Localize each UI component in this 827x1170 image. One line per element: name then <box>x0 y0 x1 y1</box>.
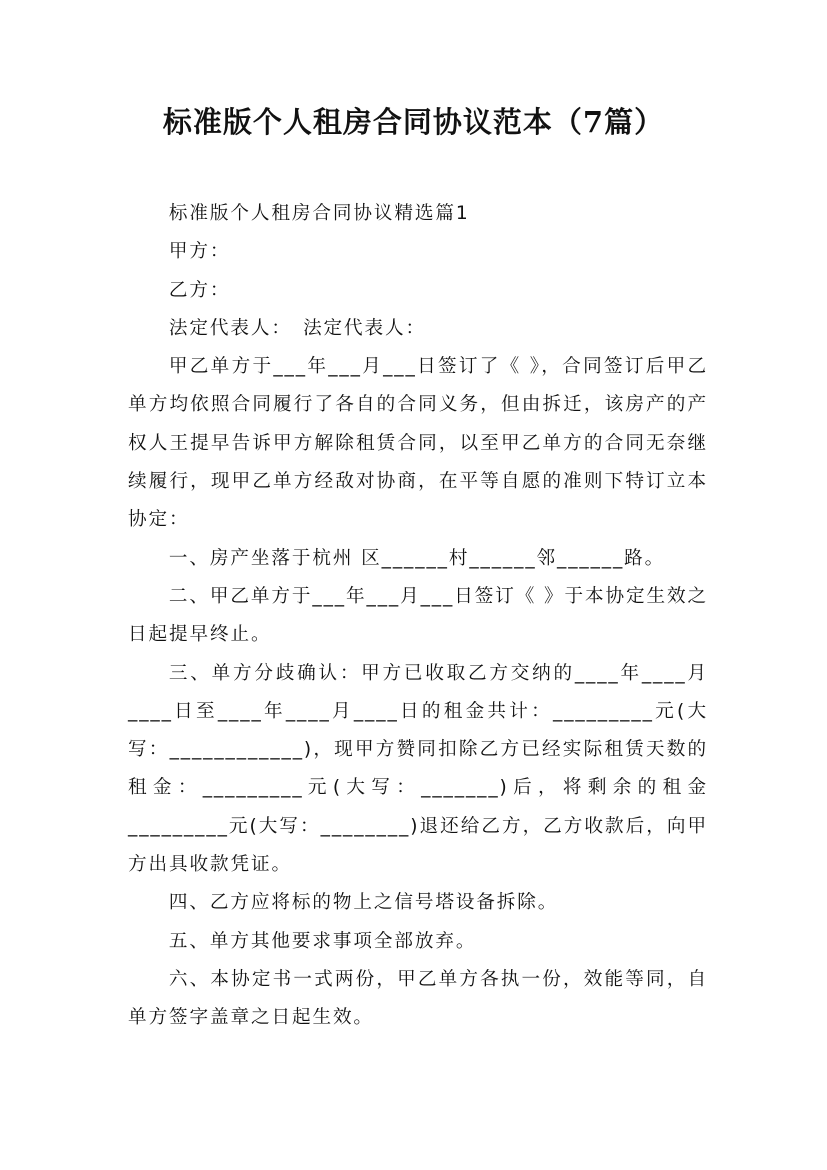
clause-2: 二、甲乙单方于___年___月___日签订《 》于本协定生效之日起提早终止。 <box>128 585 708 646</box>
clause-1: 一、房产坐落于杭州 区______村______邻______路。 <box>168 547 666 569</box>
clause-3: 三、单方分歧确认：甲方已收取乙方交纳的____年____月____日至____年____月____日的租金共计：_________元(大写：____________)，现甲方赞同扣除乙方已经实际租赁天数的租金：_________元(大写：_______)后，将剩余的租金_________元(大写：________)退还给乙方，乙方收款后，向甲方出具收款凭证。 <box>128 662 708 876</box>
preamble-paragraph: 甲乙单方于___年___月___日签订了《 》，合同签订后甲乙单方均依照合同履行了各自的合同义务，但由拆迁，该房产的产权人王提早告诉甲方解除租赁合同，以至甲乙单方的合同无奈继续履行，现甲乙单方经敌对协商，在平等自愿的准则下特订立本协定： <box>128 356 708 531</box>
clause-6: 六、本协定书一式两份，甲乙单方各执一份，效能等同，自单方签字盖章之日起生效。 <box>128 968 708 1029</box>
party-a-line: 甲方： <box>168 241 231 263</box>
section-heading: 标准版个人租房合同协议精选篇1 <box>168 203 470 224</box>
clause-4: 四、乙方应将标的物上之信号塔设备拆除。 <box>168 892 559 914</box>
document-title: 标准版个人租房合同协议范本（7篇） <box>162 105 665 139</box>
legal-representative-line: 法定代表人： 法定代表人： <box>168 317 427 339</box>
document-body <box>128 195 708 1038</box>
clause-5: 五、单方其他要求事项全部放弃。 <box>168 930 477 952</box>
party-b-line: 乙方： <box>168 279 231 301</box>
